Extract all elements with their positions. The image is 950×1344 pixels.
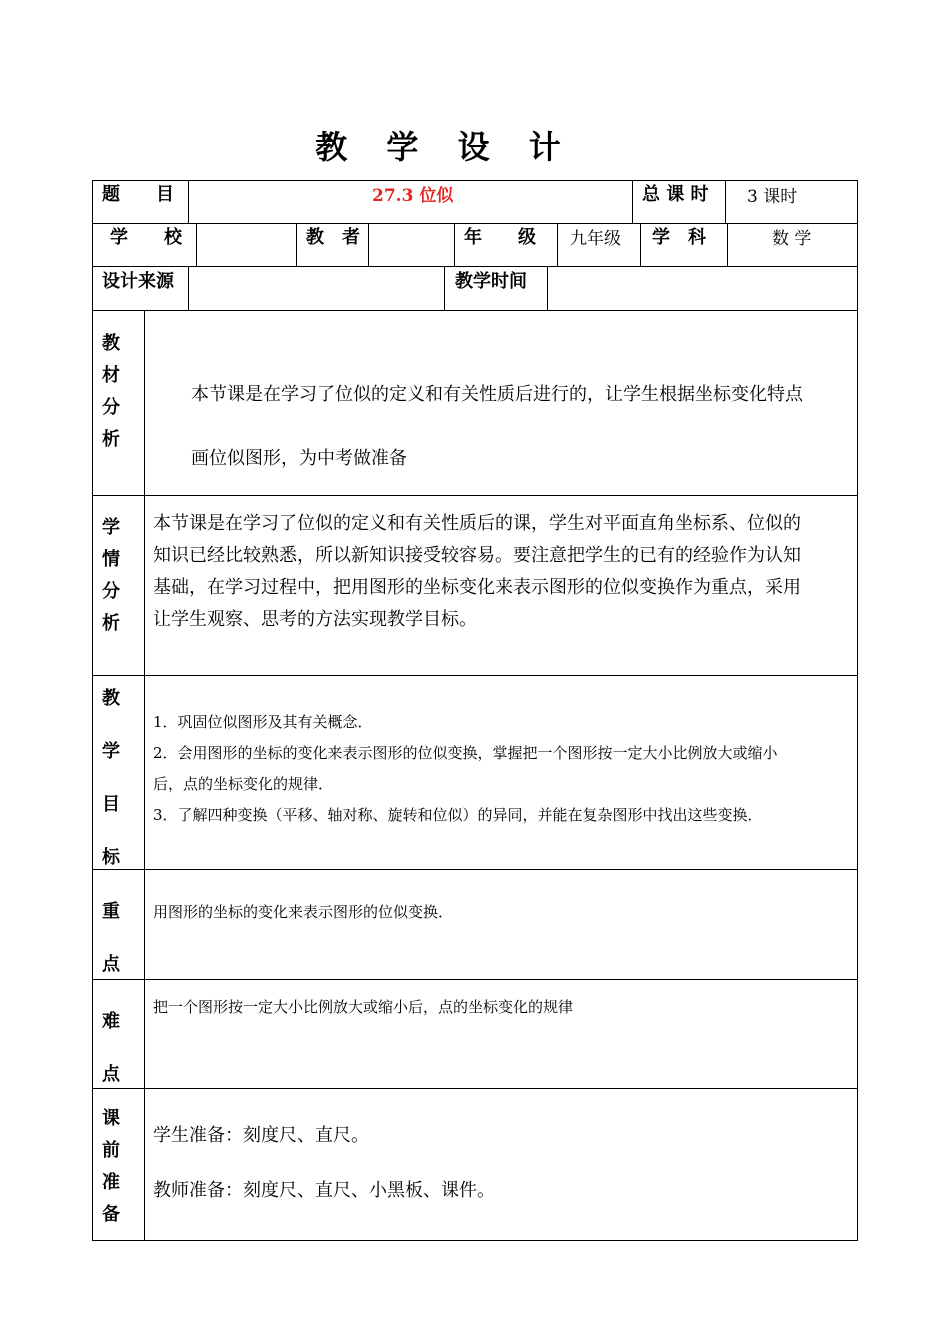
- teaching-goals-label: 教 学 目 标: [102, 688, 120, 868]
- teacher-label: 教 者: [306, 227, 360, 248]
- student-analysis-text: 本节课是在学习了位似的定义和有关性质后的课，学生对平面直角坐标系、位似的 知识已经比较熟悉，所以新知识接受较容易。要注意把学生的已有的经验作为认知 基础，在学习过程中，把用图形的坐标变化来表示图形的位似变换作为重点，采用 让学生观察、思考的方法实现教学目标。: [153, 513, 801, 630]
- preparation-label: 课 前 准 备: [102, 1108, 120, 1225]
- difficulty-label: 难 点: [102, 1011, 120, 1085]
- subject-value: 数 学: [772, 229, 812, 249]
- design-source-label: 设计来源: [102, 271, 174, 292]
- material-analysis-text: 本节课是在学习了位似的定义和有关性质后进行的，让学生根据坐标变化特点 画位似图形，为中考做准备: [191, 384, 803, 469]
- teaching-goals-text: 1．巩固位似图形及其有关概念． 2．会用图形的坐标的变化来表示图形的位似变换，掌握把一个图形按一定大小比例放大或缩小 后，点的坐标变化的规律． 3．了解四种变换（平移、轴对称、旋转和位似）的异同，并能在复杂图形中找出这些变换．: [153, 713, 778, 824]
- material-analysis-label: 教 材 分 析: [102, 333, 120, 450]
- teacher-preparation: 教师准备：刻度尺、直尺、小黑板、课件。: [153, 1180, 495, 1201]
- difficulty-text: 把一个图形按一定大小比例放大或缩小后，点的坐标变化的规律: [153, 998, 574, 1016]
- grade-label: 年 级: [464, 227, 536, 248]
- subject-label: 学 科: [652, 227, 706, 248]
- page-title: 教 学 设 计: [315, 128, 575, 166]
- student-preparation: 学生准备：刻度尺、直尺。: [153, 1125, 369, 1146]
- topic-label: 题 目: [102, 184, 174, 205]
- total-hours-label: 总 课 时: [642, 184, 709, 205]
- key-point-text: 用图形的坐标的变化来表示图形的位似变换．: [153, 903, 454, 921]
- student-analysis-label: 学 情 分 析: [102, 517, 120, 634]
- school-label: 学 校: [110, 227, 182, 248]
- total-hours-value: 3 课时: [747, 187, 798, 207]
- grade-value: 九年级: [570, 229, 621, 249]
- teaching-time-label: 教学时间: [455, 271, 527, 292]
- topic-value: 27.3 位似: [372, 186, 454, 206]
- key-point-label: 重 点: [102, 901, 120, 975]
